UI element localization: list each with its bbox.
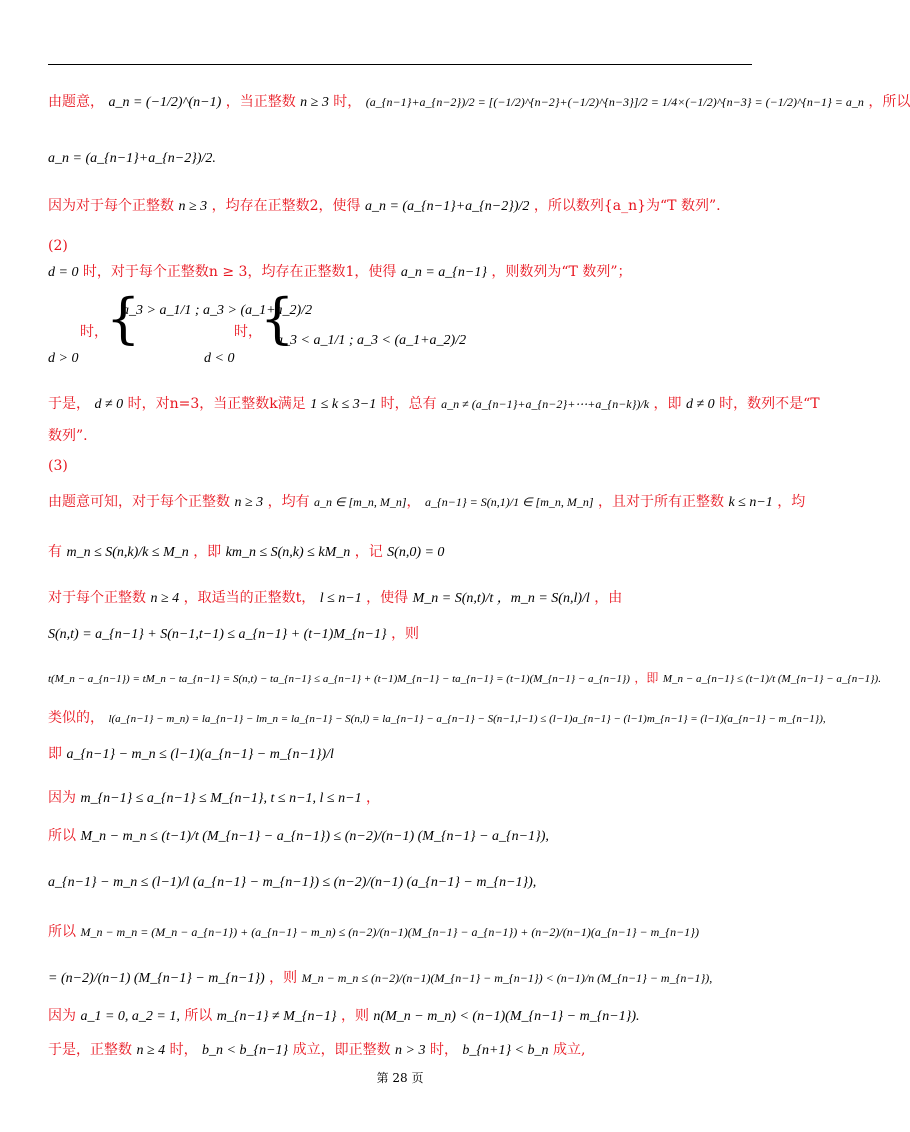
p2-l3-text4: 时，数列不是“T	[719, 396, 820, 412]
p2-d-pos: d > 0	[48, 351, 79, 366]
p1-when: ，当正整数	[225, 94, 296, 110]
p3-l12-eq2: M_n − m_n ≤ (n−2)/(n−1)(M_{n−1} − m_{n−1}) < (n−1)/n (M_{n−1} − m_{n−1}),	[301, 971, 713, 985]
p3-l14-end: 成立,	[552, 1042, 586, 1058]
p3-l14-shi2: 时，	[429, 1042, 458, 1058]
p3-line12	[48, 968, 712, 989]
p3-line7	[48, 744, 334, 765]
p2-system1-text: a_3 > a_1/1 ; a_3 > (a_1+a_2)/2	[122, 303, 313, 318]
p3-l10-eq: a_{n−1} − m_n ≤ (l−1)/l (a_{n−1} − m_{n−1}) ≤ (n−2)/(n−1) (a_{n−1} − m_{n−1}),	[48, 875, 537, 890]
p2-d-zero: d = 0	[48, 265, 79, 280]
p1-line3	[48, 196, 721, 217]
p2-line1	[48, 262, 631, 283]
p2-d-pos-line	[48, 348, 78, 369]
header-rule	[48, 64, 752, 65]
p3-l6-lei: 类似的，	[48, 710, 104, 726]
p3-l2-you: 有	[48, 544, 62, 560]
p3-l3-you: ，由	[594, 590, 623, 606]
p3-line10	[48, 872, 536, 893]
p3-l5-ji: ，即	[634, 671, 659, 685]
p3-l3-cond: n ≥ 4	[150, 591, 180, 606]
p1-line2	[48, 148, 216, 169]
p3-l3-text: 对于每个正整数	[48, 590, 146, 606]
p3-l3-text3: ，使得	[366, 590, 409, 606]
p2-shi-2-text: 时，	[234, 324, 262, 340]
p2-dne-2: d ≠ 0	[685, 397, 715, 412]
p3-l2-eq2: km_n ≤ S(n,k) ≤ kM_n	[225, 545, 351, 560]
p3-l4-eq: S(n,t) = a_{n−1} + S(n−1,t−1) ≤ a_{n−1} + (t−1)M_{n−1}	[48, 627, 387, 642]
p2-line3	[48, 394, 820, 415]
p3-l2-eq: m_n ≤ S(n,k)/k ≤ M_n	[66, 545, 189, 560]
p3-l8-yin: 因为	[48, 790, 76, 806]
p2-l1-eq2: a_n = a_{n−1}	[400, 265, 487, 280]
p3-l8-end: ，	[366, 790, 381, 806]
p2-brace-right: {	[260, 287, 295, 350]
p3-l4-ze: ，则	[391, 626, 420, 642]
p2-d-neg-line	[204, 348, 234, 369]
p3-l7-ji: 即	[48, 746, 62, 762]
p1-main-equation: (a_{n−1}+a_{n−2})/2 = [(−1/2)^{n−2}+(−1/2)^{n−3}]/2 = 1/4×(−1/2)^{n−3} = (−1/2)^{n−1} = a_n	[365, 95, 864, 109]
p1-l3-end: ，所以数列{a_n}为“T 数列”.	[533, 198, 721, 214]
p2-shi-1	[80, 322, 108, 342]
p3-l1-cond: n ≥ 3	[234, 495, 264, 510]
p1-intro: 由题意，	[48, 94, 104, 110]
p3-line13	[48, 1006, 640, 1027]
p3-l1-text3: ，且对于所有正整数	[598, 494, 724, 510]
part3-label: (3)	[48, 458, 68, 474]
p3-l13-ze: ，则	[340, 1008, 369, 1024]
p2-range: 1 ≤ k ≤ 3−1	[310, 397, 377, 412]
p2-shi-1-text: 时，	[80, 324, 108, 340]
p1-recurrence: a_n = (a_{n−1}+a_{n−2})/2.	[48, 151, 216, 166]
p3-l5-eq2: M_n − a_{n−1} ≤ (t−1)/t (M_{n−1} − a_{n−1}).	[662, 673, 881, 685]
p2-dne-1: d ≠ 0	[94, 397, 124, 412]
p3-l5-eq: t(M_n − a_{n−1}) = tM_n − ta_{n−1} = S(n,t) − ta_{n−1} ≤ a_{n−1} + (t−1)M_{n−1} − ta_{n−1} = (t−1)(M_{n−1} − a_{n−1})	[48, 673, 630, 685]
p2-d-neg: d < 0	[204, 351, 235, 366]
p3-l1-eq2: a_{n−1} = S(n,1)/1 ∈ [m_n, M_n]	[424, 495, 594, 509]
p1-l3-mid: ，均存在正整数2，使得	[211, 198, 361, 214]
p1-l3-eq: a_n = (a_{n−1}+a_{n−2})/2	[364, 199, 530, 214]
p3-l14-c1: n ≥ 4	[136, 1043, 166, 1058]
p2-l3-text: 时，对n=3，当正整数k满足	[127, 396, 306, 412]
p3-l12-ze: ，则	[269, 970, 298, 986]
p1-cond: n ≥ 3	[300, 95, 329, 110]
p3-line2	[48, 542, 444, 563]
p1-suoyi: ，所以	[868, 94, 910, 110]
p1-shi: 时，	[333, 94, 362, 110]
p1-l3-cond: n ≥ 3	[178, 199, 208, 214]
p3-line8	[48, 788, 380, 809]
p3-l1-eq1: a_n ∈ [m_n, M_n]	[314, 495, 407, 509]
p1-line1	[48, 92, 910, 113]
p1-l3-text: 因为对于每个正整数	[48, 198, 174, 214]
p3-l3-cond2: l ≤ n−1	[319, 591, 362, 606]
p2-line4: 数列”.	[48, 428, 88, 444]
p3-l13-yin: 因为	[48, 1008, 76, 1024]
p3-l6-eq: l(a_{n−1} − m_n) = la_{n−1} − lm_n = la_{n−1} − S(n,l) = la_{n−1} − a_{n−1} − S(n−1,l−1) ≤ (l−1)a_{n−1} − (l−1)m_{n−1} = (l−1)(a_{n−1} − m_{n−1}),	[108, 713, 826, 725]
p3-line11	[48, 922, 699, 942]
p3-line14	[48, 1040, 585, 1061]
p3-line9	[48, 826, 549, 847]
p3-l11-eq: M_n − m_n = (M_n − a_{n−1}) + (a_{n−1} − m_n) ≤ (n−2)/(n−1)(M_{n−1} − a_{n−1}) + (n−2)/(n−1)(a_{n−1} − m_{n−1})	[80, 925, 699, 939]
p3-l13-eq2: m_{n−1} ≠ M_{n−1}	[216, 1009, 337, 1024]
p3-l2-eq3: S(n,0) = 0	[387, 545, 445, 560]
p3-l12-eq: = (n−2)/(n−1) (M_{n−1} − m_{n−1})	[48, 971, 265, 986]
p3-l14-mid: 成立，即正整数	[292, 1042, 391, 1058]
p3-l13-eq3: n(M_n − m_n) < (n−1)(M_{n−1} − m_{n−1}).	[373, 1009, 640, 1024]
p2-shi-2	[234, 322, 262, 342]
p3-l1-text: 由题意可知，对于每个正整数	[48, 494, 230, 510]
p3-l14-shi: 时，	[169, 1042, 198, 1058]
p3-line3	[48, 588, 622, 609]
p3-l7-eq: a_{n−1} − m_n ≤ (l−1)(a_{n−1} − m_{n−1})/l	[66, 747, 334, 762]
p3-l14-yushi: 于是，正整数	[48, 1042, 132, 1058]
p3-l2-jiji: ，记	[354, 544, 383, 560]
p3-line5	[48, 668, 881, 689]
p3-l3-text2: ，取适当的正整数t，	[183, 590, 316, 606]
p3-l14-e1: b_n < b_{n−1}	[202, 1043, 289, 1058]
p2-avg-ineq: a_n ≠ (a_{n−1}+a_{n−2}+⋯+a_{n−k})/k	[441, 397, 650, 411]
page-number: 第 28 页	[376, 1071, 424, 1085]
p2-l3-text2: 时，总有	[380, 396, 437, 412]
p3-l9-suoyi: 所以	[48, 828, 76, 844]
p1-an-formula: a_n = (−1/2)^(n−1)	[108, 95, 222, 110]
p2-l3-text3: ，即	[653, 396, 682, 412]
p3-l1-text4: ，均	[777, 494, 806, 510]
p3-l13-suoyi: 所以	[184, 1008, 213, 1024]
p3-l14-c2: n > 3	[395, 1043, 426, 1058]
p2-system2-text: a_3 < a_1/1 ; a_3 < (a_1+a_2)/2	[276, 333, 467, 348]
p3-l3-eq: M_n = S(n,t)/t ，m_n = S(n,l)/l	[412, 591, 590, 606]
p3-l1-cond2: k ≤ n−1	[728, 495, 773, 510]
p3-l8-eq: m_{n−1} ≤ a_{n−1} ≤ M_{n−1}, t ≤ n−1, l ≤ n−1	[80, 791, 362, 806]
p2-yushi: 于是，	[48, 396, 90, 412]
p2-l1-end: ，则数列为“T 数列”；	[491, 264, 632, 280]
p3-l11-suoyi: 所以	[48, 924, 76, 940]
p3-l9-eq: M_n − m_n ≤ (t−1)/t (M_{n−1} − a_{n−1}) ≤ (n−2)/(n−1) (M_{n−1} − a_{n−1}),	[80, 829, 549, 844]
p3-l14-e2: b_{n+1} < b_n	[462, 1043, 549, 1058]
p3-line1: 由题意可知，对于每个正整数 n ≥ 3 ，均有 a_n ∈ [m_n, M_n]， a_{n−1} = S(n,1)/1 ∈ [m_n, M_n] ，且对于所有正整数 k ≤ n−1 ，均	[48, 494, 806, 510]
p3-line6	[48, 708, 826, 729]
p2-l1-text: 时，对于每个正整数n ≥ 3，均存在正整数1，使得	[82, 264, 397, 280]
p3-l13-eq: a_1 = 0, a_2 = 1,	[80, 1009, 180, 1024]
part2-label: (2)	[48, 238, 68, 254]
p3-l2-ji: ，即	[193, 544, 222, 560]
p3-line4	[48, 624, 419, 645]
p3-l1-text2: ，均有	[267, 494, 310, 510]
p2-system2	[276, 330, 466, 351]
p2-brace-left: {	[106, 287, 141, 350]
